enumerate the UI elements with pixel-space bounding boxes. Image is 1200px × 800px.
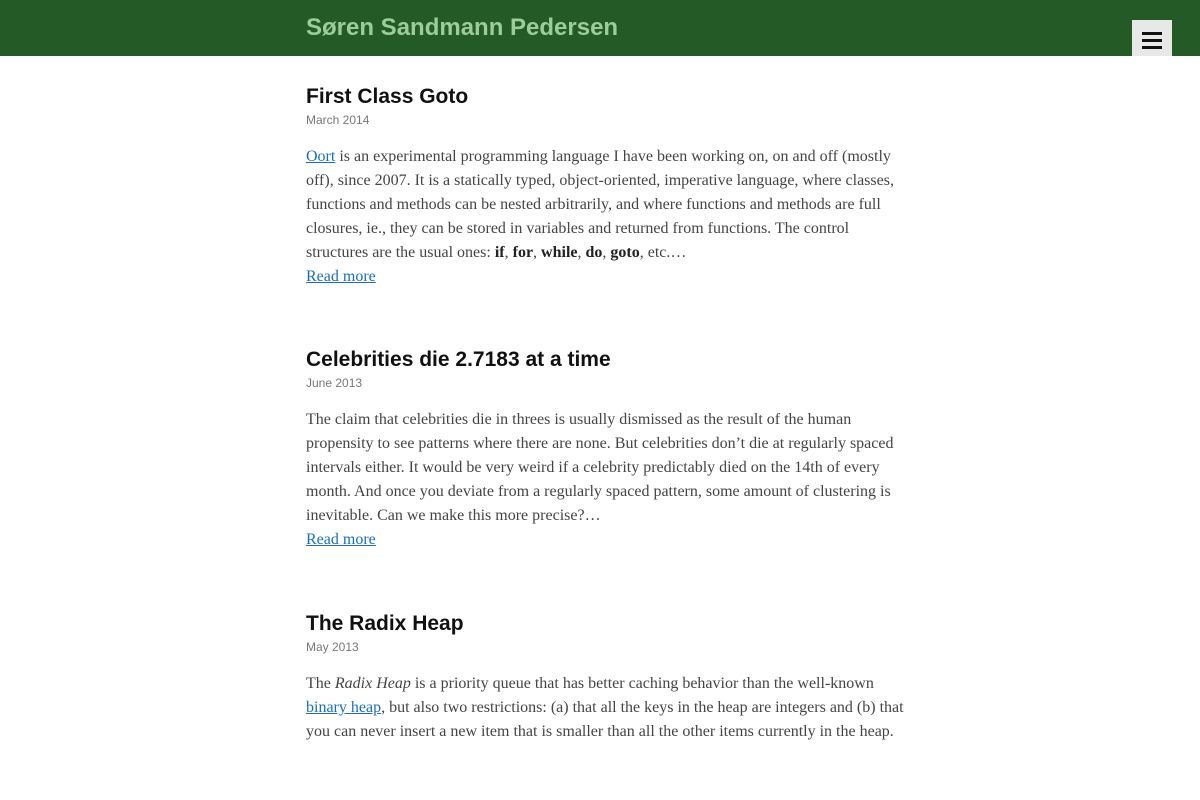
post-title[interactable]: First Class Goto: [306, 85, 469, 108]
site-title-link[interactable]: Søren Sandmann Pedersen: [306, 14, 619, 41]
post-title[interactable]: Celebrities die 2.7183 at a time: [306, 348, 611, 371]
read-more-link[interactable]: Read more: [306, 531, 376, 548]
post-item: [306, 611, 906, 744]
oort-link[interactable]: Oort: [306, 148, 336, 165]
binary-heap-link[interactable]: binary heap: [306, 699, 382, 716]
post-date: June 2013: [306, 376, 363, 390]
post-item: [306, 84, 906, 289]
post-title[interactable]: The Radix Heap: [306, 612, 464, 635]
read-more-link[interactable]: Read more: [306, 268, 376, 285]
post-date: March 2014: [306, 113, 370, 127]
post-excerpt: The Radix Heap is a priority queue that has better caching behavior than the well-known binary heap, but also two restrictions: (a) that all the keys in the heap are integers and (b) that you can never insert a new item that is smaller than all the other items currently in the heap.: [306, 675, 904, 740]
post-item: [306, 347, 906, 552]
site-header: [0, 0, 1200, 56]
post-date: May 2013: [306, 640, 359, 654]
post-excerpt: Oort is an experimental programming language I have been working on, on and off (mostly off), since 2007. It is a statically typed, object-oriented, imperative language, where classes, functions and methods can be nested arbitrarily, and where functions and methods are full closures, ie., they can be stored in variables and returned from functions. The control structures are the usual ones: if, for, while, do, goto, etc.…: [306, 148, 894, 261]
menu-button[interactable]: [1132, 20, 1172, 56]
post-excerpt: The claim that celebrities die in threes is usually dismissed as the result of the human propensity to see patterns where there are none. But celebrities don’t die at regularly spaced intervals either. It would be very weird if a celebrity predictably died on the 14th of every month. And once you deviate from a regularly spaced pattern, some amount of clustering is inevitable. Can we make this more precise?…: [306, 411, 894, 524]
